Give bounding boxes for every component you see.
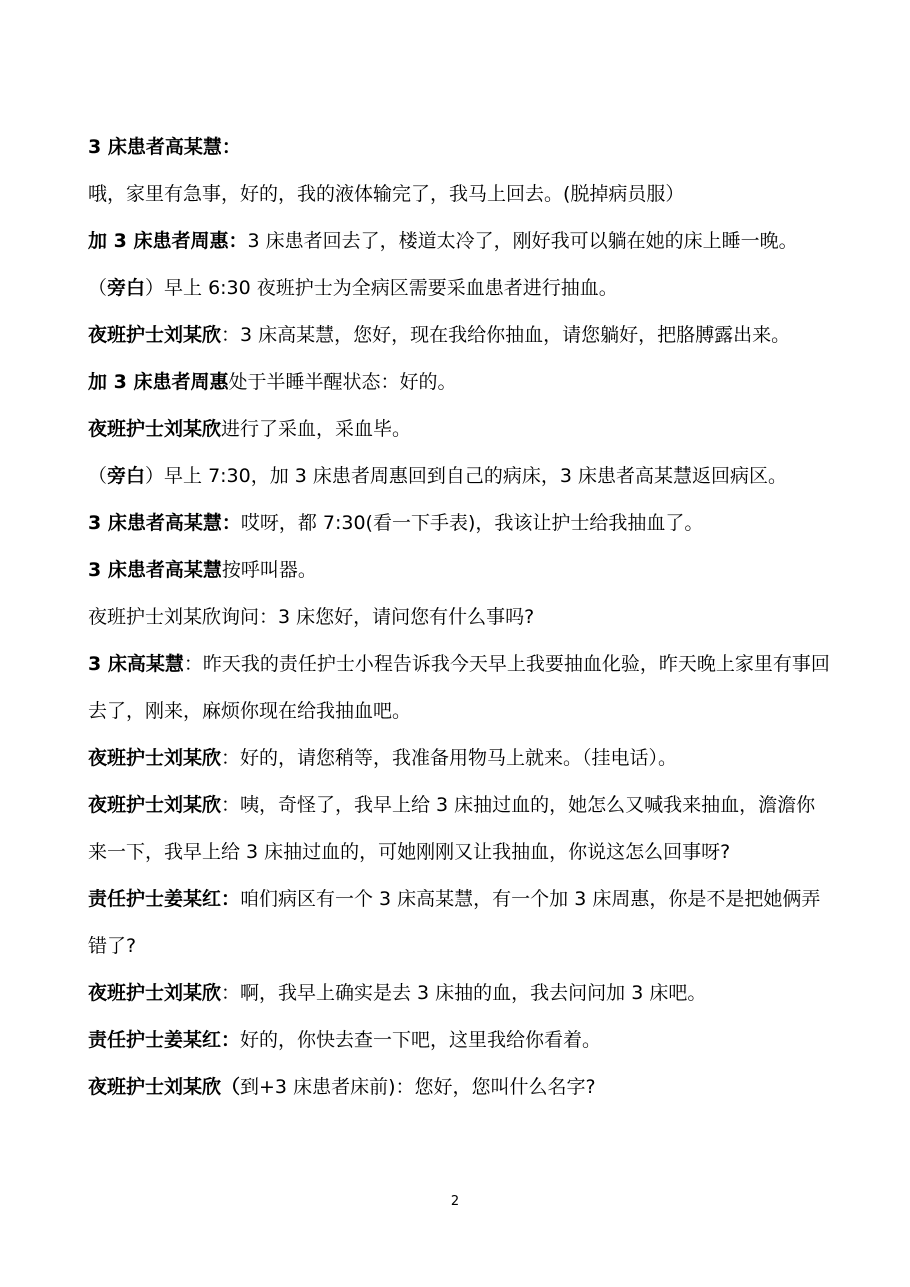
dialogue-text: 到+3 床患者床前)：您好，您叫什么名字? [240,1076,596,1098]
paragraph [88,594,833,641]
paragraph [88,500,833,547]
paragraph [88,359,833,406]
page-number: 2 [450,1194,460,1209]
dialogue-text: 好的，你快去查一下吧，这里我给你看着。 [240,1029,602,1051]
dialogue-text: 按呼叫器。 [221,559,317,581]
paragraph [88,641,833,735]
speaker-label: 夜班护士刘某欣（ [88,1076,241,1098]
speaker-label: 夜班护士刘某欣 [88,747,222,769]
dialogue-text: 哎呀，都 7:30(看一下手表)，我该让护士给我抽血了。 [240,512,704,534]
speaker-label: 3 床患者高某慧 [88,559,222,581]
dialogue-text: ）早上 6:30 夜班护士为全病区需要采血患者进行抽血。 [145,277,618,299]
dialogue-body [88,124,833,1111]
paren-open: （ [88,465,108,487]
paragraph [88,1064,833,1111]
dialogue-text: 夜班护士刘某欣询问：3 床您好，请问您有什么事吗? [88,606,535,628]
speaker-label: 旁白 [107,277,146,299]
speaker-label: 责任护士姜某红： [88,888,241,910]
paragraph [88,782,833,876]
paren-open: （ [88,277,108,299]
speaker-label: 夜班护士刘某欣 [88,794,222,816]
dialogue-text: 处于半睡半醒状态：好的。 [228,371,457,393]
paragraph [88,547,833,594]
paragraph [88,124,833,218]
speaker-label: 夜班护士刘某欣 [88,982,222,1004]
paragraph [88,312,833,359]
dialogue-text: ：3 床高某慧，您好，现在我给你抽血，请您躺好，把胳膊露出来。 [221,324,791,346]
dialogue-text: 咱们病区有一个 3 床高某慧，有一个加 3 床周惠，你是不是把她俩弄错了? [88,888,821,957]
dialogue-text: ：昨天我的责任护士小程告诉我今天早上我要抽血化验，昨天晚上家里有事回去了，刚来，麻烦你现在给我抽血吧。 [88,653,830,722]
paragraph [88,1017,833,1064]
speaker-label: 加 3 床患者周惠 [88,371,229,393]
speaker-label: 旁白 [107,465,146,487]
speaker-label: 3 床高某慧 [88,653,184,675]
paragraph [88,970,833,1017]
speaker-label: 责任护士姜某红： [88,1029,241,1051]
speaker-label: 夜班护士刘某欣 [88,324,222,346]
dialogue-text: 3 床患者回去了，楼道太冷了，刚好我可以躺在她的床上睡一晚。 [247,230,798,252]
dialogue-text: ：咦，奇怪了，我早上给 3 床抽过血的，她怎么又喊我来抽血，澹澹你来一下，我早上给 3 床抽过血的，可她刚刚又让我抽血，你说这怎么回事呀? [88,794,816,863]
speaker-label: 夜班护士刘某欣 [88,418,222,440]
paragraph [88,265,833,312]
paragraph [88,218,833,265]
dialogue-text: ：啊，我早上确实是去 3 床抽的血，我去问问加 3 床吧。 [221,982,707,1004]
speaker-label: 加 3 床患者周惠： [88,230,248,252]
dialogue-text: 哦，家里有急事，好的，我的液体输完了，我马上回去。(脱掉病员服） [88,183,685,205]
dialogue-text: 进行了采血，采血毕。 [221,418,412,440]
speaker-label: 3 床患者高某慧： [88,512,241,534]
dialogue-text: ）早上 7:30，加 3 床患者周惠回到自己的病床，3 床患者高某慧返回病区。 [145,465,788,487]
dialogue-text: ：好的，请您稍等，我准备用物马上就来。（挂电话）。 [221,747,678,769]
paragraph [88,453,833,500]
paragraph [88,735,833,782]
paragraph [88,406,833,453]
speaker-label: 3 床患者高某慧： [88,136,241,158]
paragraph [88,876,833,970]
